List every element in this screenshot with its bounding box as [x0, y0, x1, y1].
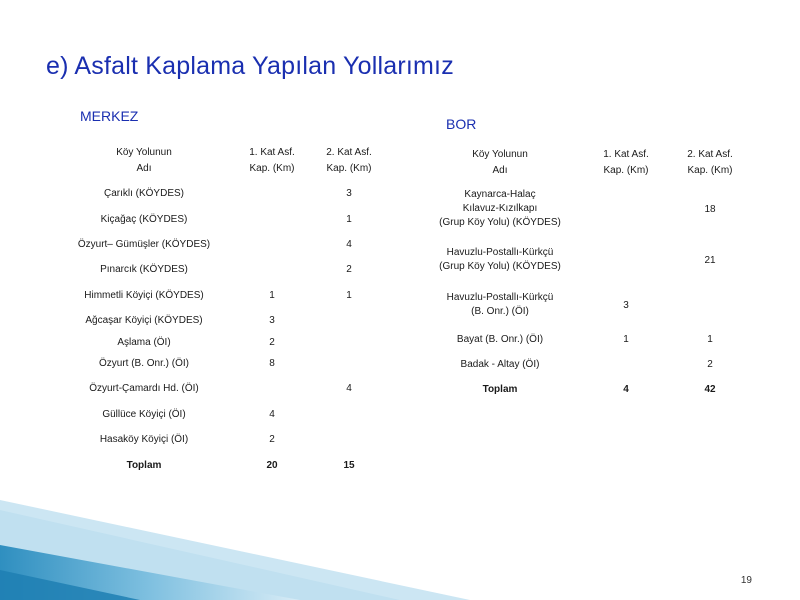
cell-name: Kaynarca-Halaç Kılavuz-Kızılkapı (Grup Köy Yolu) (KÖYDES): [439, 189, 561, 228]
section-label-merkez: MERKEZ: [80, 108, 139, 124]
cell-k2: 1: [707, 333, 713, 345]
cell-k2: 2: [346, 263, 352, 275]
table-row: [416, 326, 752, 352]
cell-name: Özyurt-Çamardı Hd. (ÖI): [89, 382, 199, 394]
table-row: [56, 232, 386, 256]
cell-name: Kiçağaç (KÖYDES): [100, 213, 188, 225]
cell-k1: [584, 236, 668, 284]
cell-name: Özyurt (B. Onr.) (ÖI): [98, 357, 189, 369]
table-row: [56, 426, 386, 452]
cell-k1: [584, 352, 668, 376]
cell-name: Himmetli Köyiçi (KÖYDES): [84, 289, 204, 301]
cell-k2: [312, 352, 386, 374]
cell-name: Aşlama (ÖI): [117, 336, 171, 348]
table-row: [56, 256, 386, 282]
cell-k2: [312, 426, 386, 452]
cell-k1: [232, 180, 312, 206]
cell-k1: 2: [269, 336, 275, 348]
cell-k1: 1: [269, 289, 275, 301]
table-row: [56, 282, 386, 308]
header-cell: Köy Yolunun Adı: [116, 147, 172, 174]
table-row: [416, 182, 752, 236]
cell-name: Badak - Altay (ÖI): [460, 358, 540, 370]
header-cell: 1. Kat Asf. Kap. (Km): [249, 147, 295, 174]
page-number: 19: [740, 575, 752, 586]
cell-name: Havuzlu-Postallı-Kürkçü (Grup Köy Yolu) (KÖYDES): [439, 247, 561, 272]
bor-table: [416, 144, 752, 402]
cell-name: Çarıklı (KÖYDES): [103, 187, 184, 199]
table-header-row: [56, 142, 386, 180]
table-row: [56, 402, 386, 426]
cell-k2: 1: [346, 213, 352, 225]
cell-k1: 1: [623, 333, 629, 345]
cell-k1: 3: [269, 314, 275, 326]
total-row: [56, 452, 386, 478]
cell-name: Toplam: [482, 383, 518, 395]
table-row: [416, 284, 752, 326]
cell-k1: 8: [269, 357, 275, 369]
header-cell: 1. Kat Asf. Kap. (Km): [603, 149, 649, 176]
table-row: [56, 352, 386, 374]
decorative-wave: [0, 500, 800, 600]
cell-k1: 4: [269, 408, 275, 420]
cell-k2: [668, 284, 752, 326]
cell-name: Hasaköy Köyiçi (ÖI): [99, 433, 189, 445]
table-row: [56, 308, 386, 332]
table-row: [416, 352, 752, 376]
table-row: [56, 374, 386, 402]
cell-k1: 2: [269, 433, 275, 445]
cell-k1: [584, 182, 668, 236]
header-cell: 2. Kat Asf. Kap. (Km): [687, 149, 733, 176]
cell-name: Toplam: [126, 459, 162, 471]
header-cell: 2. Kat Asf. Kap. (Km): [326, 147, 372, 174]
cell-k2: 21: [704, 254, 716, 266]
slide-title: e) Asfalt Kaplama Yapılan Yollarımız: [46, 52, 454, 80]
cell-k2: 2: [707, 358, 713, 370]
cell-k2: [312, 332, 386, 352]
cell-k1: [232, 232, 312, 256]
cell-k1: 20: [266, 459, 278, 471]
cell-k2: 18: [704, 203, 716, 215]
cell-name: Özyurt– Gümüşler (KÖYDES): [77, 238, 211, 250]
cell-name: Ağcaşar Köyiçi (KÖYDES): [85, 314, 203, 326]
cell-k2: [312, 402, 386, 426]
cell-name: Havuzlu-Postallı-Kürkçü (B. Onr.) (ÖI): [446, 292, 554, 317]
cell-k1: [232, 256, 312, 282]
cell-k2: 1: [346, 289, 352, 301]
cell-k2: 15: [343, 459, 355, 471]
cell-k1: [232, 206, 312, 232]
cell-k1: 3: [623, 299, 629, 311]
cell-k1: 4: [623, 383, 629, 395]
cell-k2: 4: [346, 382, 352, 394]
cell-name: Güllüce Köyiçi (ÖI): [102, 408, 186, 420]
cell-k2: 4: [346, 238, 352, 250]
cell-k2: 42: [704, 383, 716, 395]
cell-k2: 3: [346, 187, 352, 199]
table-row: [56, 206, 386, 232]
table-row: [56, 332, 386, 352]
cell-k2: [312, 308, 386, 332]
total-row: [416, 376, 752, 402]
table-row: [56, 180, 386, 206]
merkez-table: [56, 142, 386, 478]
table-header-row: [416, 144, 752, 182]
table-row: [416, 236, 752, 284]
header-cell: Köy Yolunun Adı: [472, 149, 528, 176]
cell-name: Bayat (B. Onr.) (ÖI): [456, 333, 544, 345]
cell-name: Pınarcık (KÖYDES): [100, 263, 188, 275]
cell-k1: [232, 374, 312, 402]
section-label-bor: BOR: [446, 116, 477, 132]
